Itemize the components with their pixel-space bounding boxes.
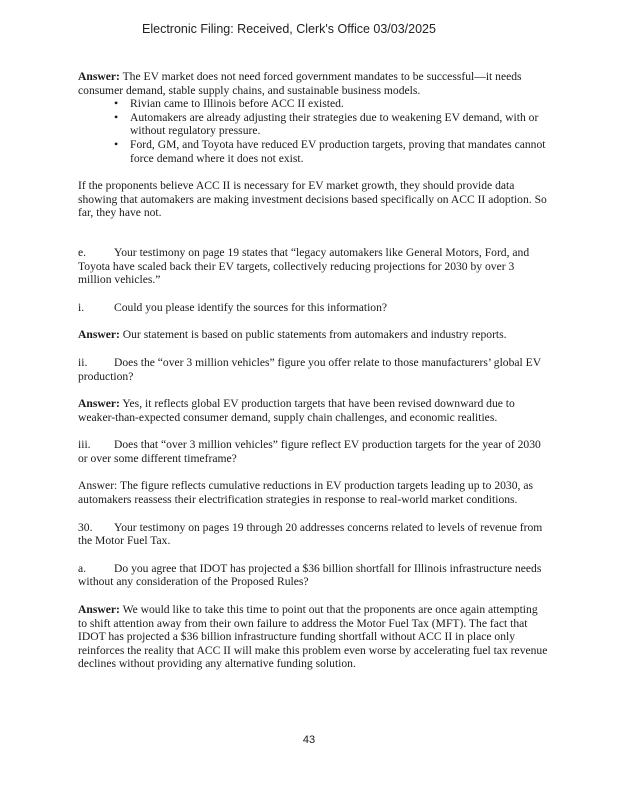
answer-a xyxy=(78,603,548,671)
answer-text: Yes, it reflects global EV production targets that have been revised downward due to weaker-than-expected consumer demand, supply chain challenges, and economic realities. xyxy=(78,397,515,424)
answer-text: The figure reflects cumulative reductions in EV production targets leading up to 2030, as automakers reassess their electrification strategies in response to real-world market conditions. xyxy=(78,479,533,507)
page-number: 43 xyxy=(302,734,316,746)
answer-text: The EV market does not need forced government mandates to be successful—it needs consumer demand, stable supply chains, and sustainable business models. xyxy=(78,70,522,97)
question-ii xyxy=(78,356,548,383)
question-a xyxy=(78,562,548,589)
answer-i xyxy=(78,328,548,342)
question-number: 30. xyxy=(78,520,93,534)
question-text: Your testimony on pages 19 through 20 addresses concerns related to levels of revenue from the Motor Fuel Tax. xyxy=(78,520,543,548)
question-text: Do you agree that IDOT has projected a $36 billion shortfall for Illinois infrastructure needs without any consideration of the Proposed Rules? xyxy=(78,561,542,589)
bullet-item: • Rivian came to Illinois before ACC II existed. xyxy=(114,97,548,111)
question-iii xyxy=(78,438,548,465)
bullet-list xyxy=(78,97,548,165)
question-number: a. xyxy=(78,561,87,575)
bullet-item: • Automakers are already adjusting their strategies due to weakening EV demand, with or without regulatory pressure. xyxy=(114,111,548,138)
question-30 xyxy=(78,521,548,548)
answer-label: Answer: xyxy=(78,397,120,411)
question-text: Does that “over 3 million vehicles” figure reflect EV production targets for the year of 2030 or over some different timeframe? xyxy=(78,438,541,465)
question-e xyxy=(78,246,548,287)
document-body xyxy=(78,70,548,671)
answer-ii xyxy=(78,397,548,424)
answer-label: Answer: xyxy=(78,479,118,493)
answer-label: Answer: xyxy=(78,603,120,617)
answer-iii xyxy=(78,479,548,506)
question-number: ii. xyxy=(78,355,88,369)
question-number: e. xyxy=(78,245,87,259)
proponents-paragraph: If the proponents believe ACC II is necessary for EV market growth, they should provide data showing that automakers are making investment decisions based specifically on ACC II adoption. So far, they have not. xyxy=(78,179,547,220)
answer-label: Answer: xyxy=(78,328,120,342)
answer-ev-market xyxy=(78,70,548,97)
question-text: Your testimony on page 19 states that “legacy automakers like General Motors, Ford, and Toyota have scaled back their EV targets, collectively reducing projections for 2030 by over 3 million vehicles.” xyxy=(78,245,530,287)
filing-stamp: Electronic Filing: Received, Clerk's Office 03/03/2025 xyxy=(142,22,436,36)
question-i xyxy=(78,301,548,315)
question-text: Could you please identify the sources for this information? xyxy=(114,300,388,314)
question-number: i. xyxy=(78,300,85,314)
bullet-item: • Ford, GM, and Toyota have reduced EV production targets, proving that mandates cannot force demand where it does not exist. xyxy=(114,138,548,165)
question-number: iii. xyxy=(78,438,91,452)
answer-label: Answer: xyxy=(78,70,120,83)
answer-text: Our statement is based on public statements from automakers and industry reports. xyxy=(122,328,507,342)
question-text: Does the “over 3 million vehicles” figure you offer relate to those manufacturers’ global EV production? xyxy=(78,355,541,383)
answer-text: We would like to take this time to point out that the proponents are once again attempting to shift attention away from their own failure to address the Motor Fuel Tax (MFT). The fact that IDOT has projected a $36 billion infrastructure funding shortfall without ACC II in place only reinforces the reality that ACC II will make this problem even worse by accelerating fuel tax revenue declines without providing any alternative funding solution. xyxy=(78,603,548,671)
